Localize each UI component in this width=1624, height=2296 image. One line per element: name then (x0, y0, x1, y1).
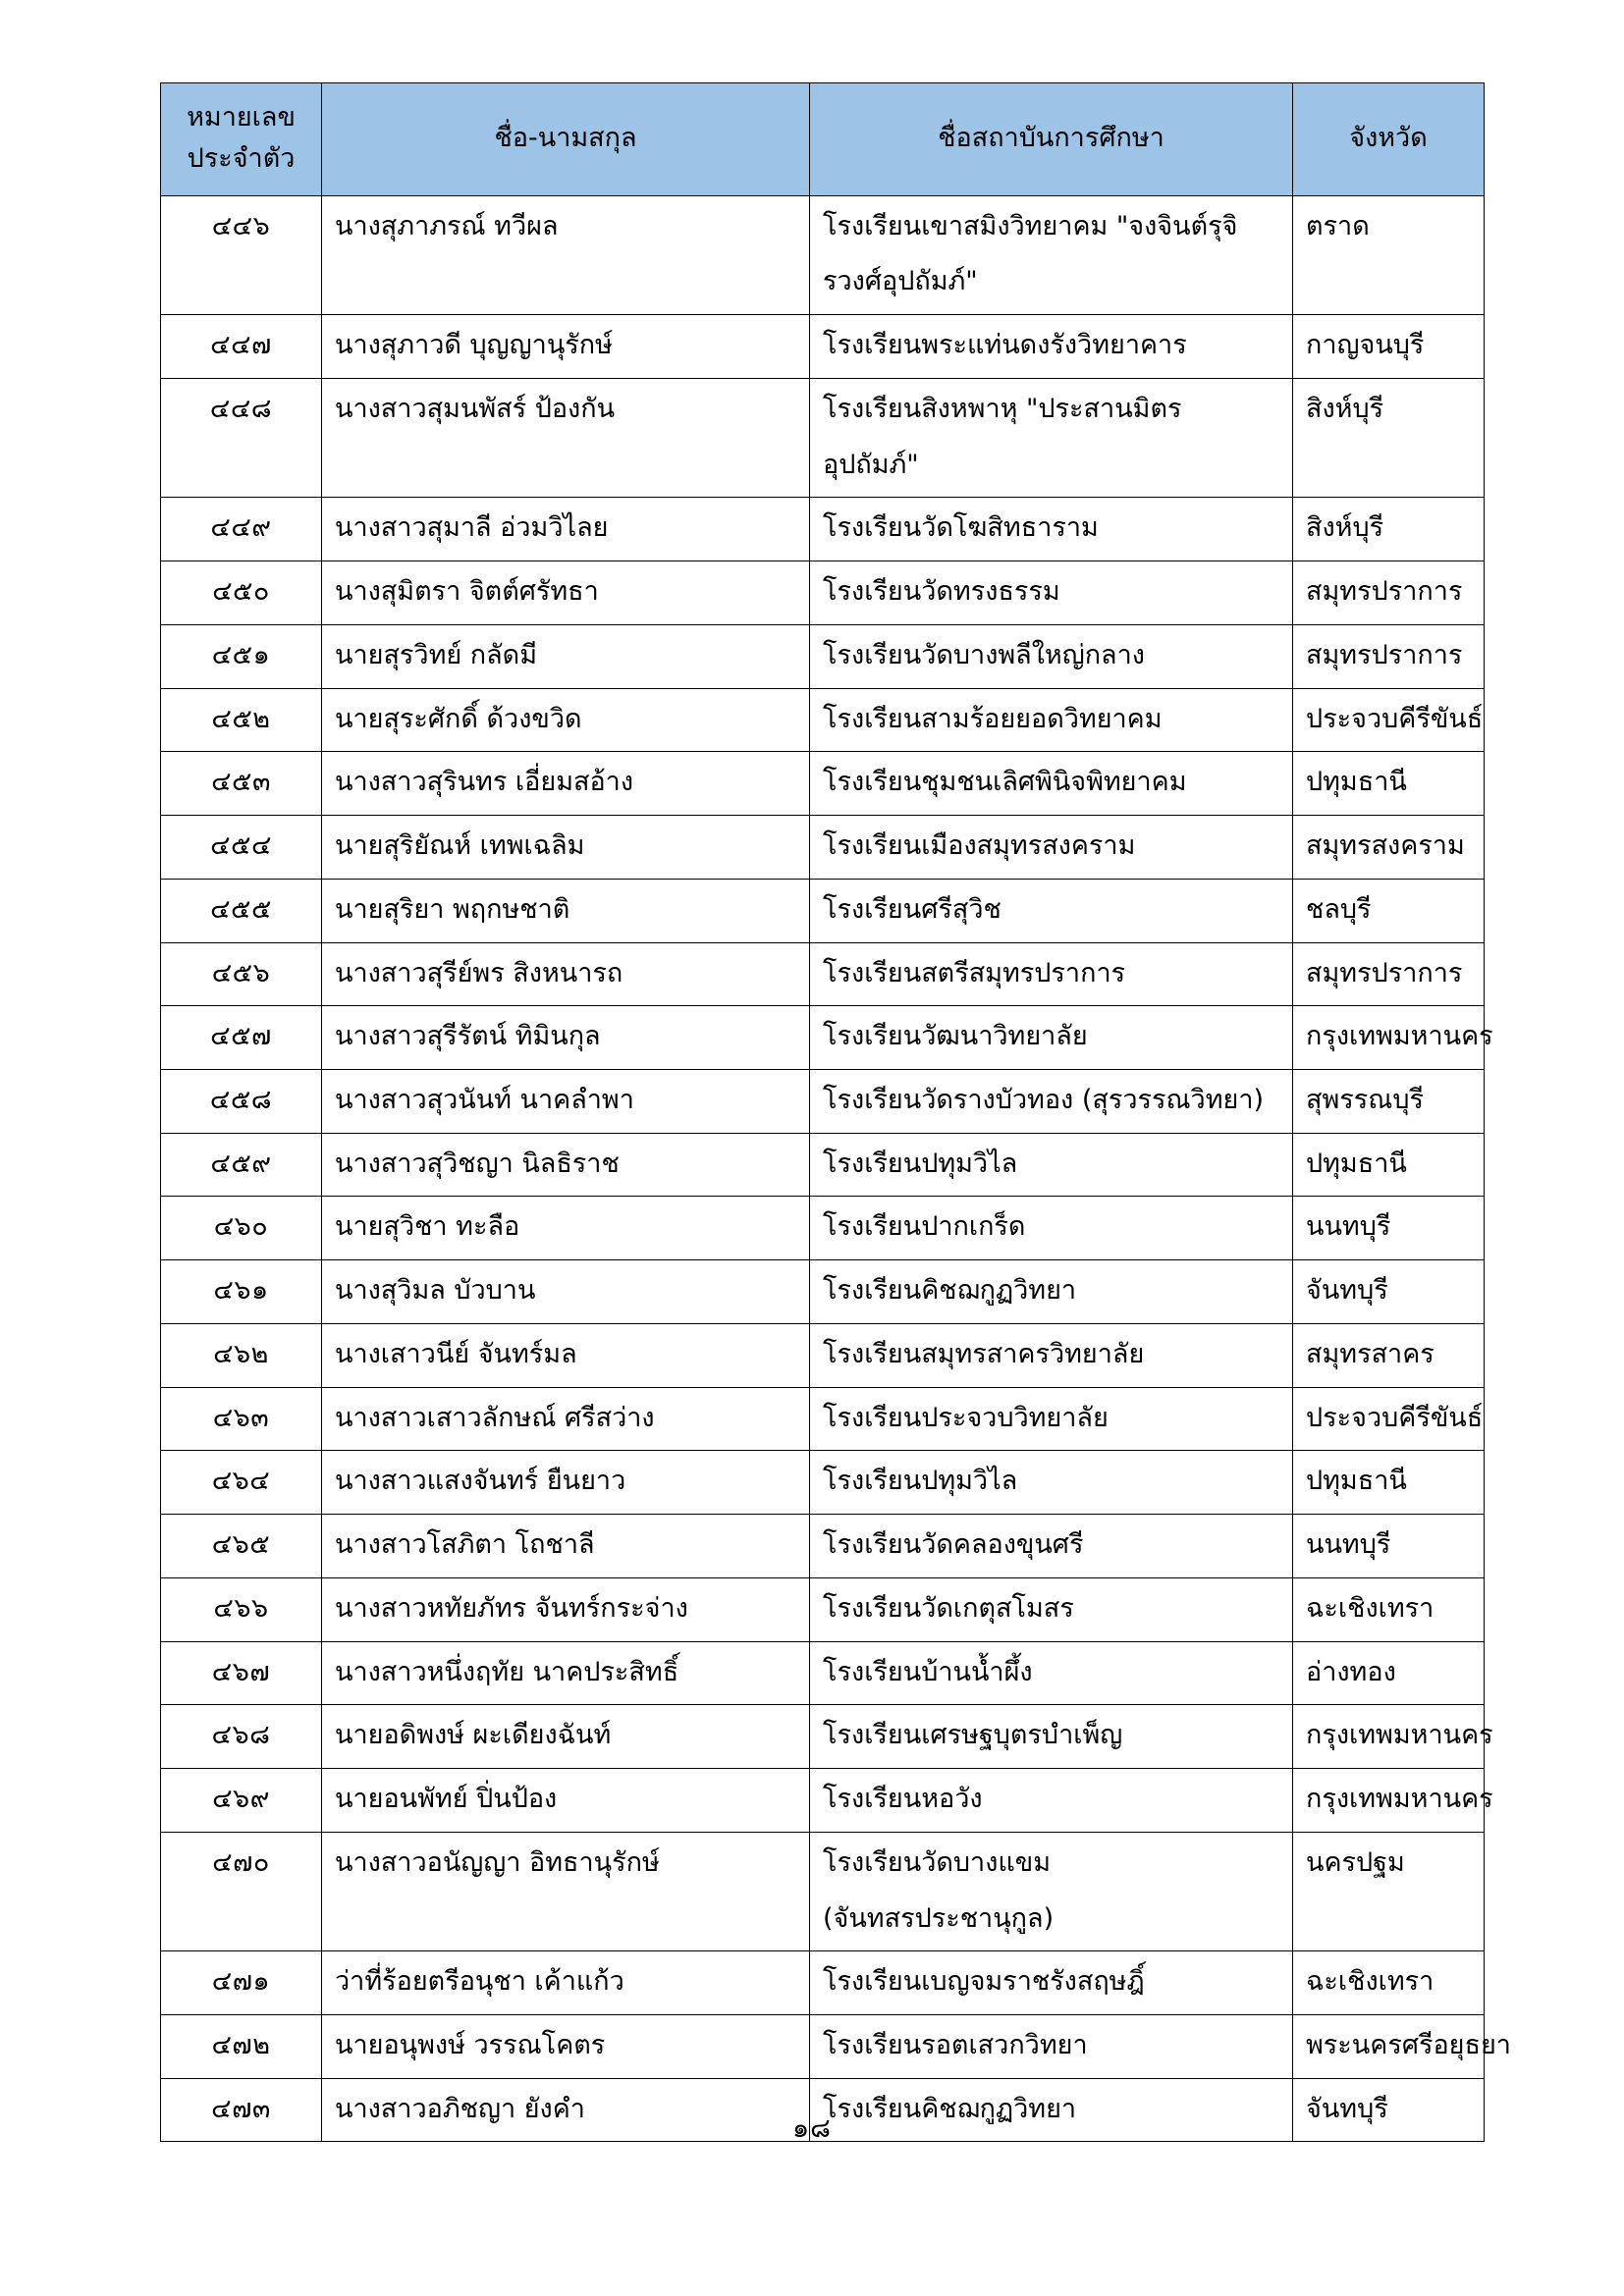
cell-institution (810, 498, 1293, 561)
table-row (161, 2014, 1485, 2078)
cell-id: ๔๕๘ (161, 1069, 322, 1133)
institution-line-1: โรงเรียนปากเกร็ด (823, 1211, 1026, 1243)
cell-institution (810, 752, 1293, 816)
cell-province: กรุงเทพมหานคร (1293, 1769, 1485, 1833)
cell-id: ๔๔๗ (161, 315, 322, 379)
roster-table (160, 82, 1511, 2142)
table-row (161, 378, 1485, 497)
cell-id: ๔๔๙ (161, 498, 322, 561)
institution-line-2: รวงศ์อุปถัมภ์" (823, 266, 978, 297)
cell-province: ประจวบคีรีขันธ์ (1293, 688, 1485, 752)
table-row (161, 1515, 1485, 1578)
cell-id: ๔๕๖ (161, 942, 322, 1006)
cell-province: สมุทรปราการ (1293, 561, 1485, 625)
cell-id: ๔๗๑ (161, 1951, 322, 2015)
table-row (161, 624, 1485, 688)
cell-id: ๔๕๕ (161, 879, 322, 942)
cell-id: ๔๖๗ (161, 1641, 322, 1705)
cell-province: ฉะเชิงเทรา (1293, 1951, 1485, 2015)
institution-line-1: โรงเรียนวัดรางบัวทอง (สุรวรรณวิทยา) (823, 1084, 1265, 1115)
cell-province: ประจวบคีรีขันธ์ (1293, 1387, 1485, 1451)
cell-province: กรุงเทพมหานคร (1293, 1705, 1485, 1769)
header-row (161, 83, 1485, 196)
cell-id: ๔๕๒ (161, 688, 322, 752)
table-row (161, 561, 1485, 625)
cell-province: พระนครศรีอยุธยา (1293, 2014, 1485, 2078)
column-header-province: จังหวัด (1293, 83, 1485, 196)
column-header-id-line2: ประจำตัว (187, 142, 296, 174)
cell-id: ๔๔๖ (161, 195, 322, 314)
cell-institution (810, 1769, 1293, 1833)
cell-institution (810, 1515, 1293, 1578)
cell-province: ปทุมธานี (1293, 752, 1485, 816)
cell-id: ๔๕๐ (161, 561, 322, 625)
cell-institution (810, 1832, 1293, 1950)
table-row (161, 1705, 1485, 1769)
institution-line-1: โรงเรียนประจวบวิทยาลัย (823, 1402, 1109, 1433)
cell-province: สมุทรสาคร (1293, 1323, 1485, 1387)
cell-institution (810, 1069, 1293, 1133)
institution-line-1: โรงเรียนเศรษฐบุตรบำเพ็ญ (823, 1720, 1123, 1751)
table-row (161, 1197, 1485, 1260)
cell-id: ๔๗๓ (161, 2078, 322, 2142)
table-row (161, 1387, 1485, 1451)
cell-province: นครปฐม (1293, 1832, 1485, 1950)
cell-id: ๔๕๙ (161, 1133, 322, 1197)
cell-name: นางสุภาภรณ์ ทวีผล (322, 195, 810, 314)
table-row (161, 1951, 1485, 2015)
cell-province: สมุทรปราการ (1293, 624, 1485, 688)
cell-name: นางสาวสุรีย์พร สิงหนารถ (322, 942, 810, 1006)
institution-line-1: โรงเรียนวัดบางแขม (823, 1846, 1052, 1878)
cell-id: ๔๔๘ (161, 378, 322, 497)
cell-name: นางเสาวนีย์ จันทร์มล (322, 1323, 810, 1387)
institution-line-1: โรงเรียนชุมชนเลิศพินิจพิทยาคม (823, 767, 1187, 798)
institution-line-1: โรงเรียนวัฒนาวิทยาลัย (823, 1021, 1088, 1052)
cell-province: สิงห์บุรี (1293, 378, 1485, 497)
cell-name: นางสาวสุวิชญา นิลธิราช (322, 1133, 810, 1197)
table-row (161, 1641, 1485, 1705)
cell-institution (810, 1641, 1293, 1705)
cell-name: นายสุริยา พฤกษชาติ (322, 879, 810, 942)
institution-line-1: โรงเรียนเบญจมราชรังสฤษฎิ์ (823, 1966, 1145, 1998)
cell-province: นนทบุรี (1293, 1197, 1485, 1260)
cell-id: ๔๕๗ (161, 1006, 322, 1070)
table-row (161, 195, 1485, 314)
table-row (161, 1006, 1485, 1070)
cell-institution (810, 1451, 1293, 1515)
cell-province: ฉะเชิงเทรา (1293, 1577, 1485, 1641)
cell-province: นนทบุรี (1293, 1515, 1485, 1578)
institution-line-1: โรงเรียนวัดโฆสิทธาราม (823, 512, 1099, 544)
institution-line-1: โรงเรียนสตรีสมุทรปราการ (823, 957, 1126, 988)
cell-institution (810, 624, 1293, 688)
column-header-id (161, 83, 322, 196)
roster-table-container (160, 82, 1511, 2142)
cell-name: นางสุวิมล บัวบาน (322, 1260, 810, 1324)
cell-name: นางสาวโสภิตา โถชาลี (322, 1515, 810, 1578)
institution-line-1: โรงเรียนปทุมวิไล (823, 1466, 1018, 1497)
cell-id: ๔๖๘ (161, 1705, 322, 1769)
cell-name: นางสาวเสาวลักษณ์ ศรีสว่าง (322, 1387, 810, 1451)
institution-line-1: โรงเรียนวัดบางพลีใหญ่กลาง (823, 639, 1145, 670)
institution-line-1: โรงเรียนวัดคลองขุนศรี (823, 1529, 1084, 1561)
institution-line-1: โรงเรียนคิชฌกูฏวิทยา (823, 2093, 1077, 2124)
cell-name: นางสาวแสงจันทร์ ยืนยาว (322, 1451, 810, 1515)
table-row (161, 1323, 1485, 1387)
table-body (161, 195, 1511, 2142)
table-row (161, 1769, 1485, 1833)
cell-id: ๔๖๖ (161, 1577, 322, 1641)
column-header-institution: ชื่อสถาบันการศึกษา (810, 83, 1293, 196)
cell-institution (810, 1006, 1293, 1070)
cell-name: นายอดิพงษ์ ผะเดียงฉันท์ (322, 1705, 810, 1769)
institution-line-1: โรงเรียนสามร้อยยอดวิทยาคม (823, 703, 1163, 734)
cell-institution (810, 195, 1293, 314)
cell-name: นางสาวอนัญญา อิทธานุรักษ์ (322, 1832, 810, 1950)
table-row (161, 1451, 1485, 1515)
institution-line-1: โรงเรียนรอตเสวกวิทยา (823, 2029, 1088, 2060)
cell-id: ๔๕๔ (161, 816, 322, 880)
cell-institution (810, 2014, 1293, 2078)
table-row (161, 752, 1485, 816)
cell-id: ๔๕๓ (161, 752, 322, 816)
institution-line-1: โรงเรียนเขาสมิงวิทยาคม "จงจินต์รุจิ (823, 210, 1238, 241)
cell-name: นายสุวิชา ทะลือ (322, 1197, 810, 1260)
cell-institution (810, 315, 1293, 379)
cell-province: ปทุมธานี (1293, 1133, 1485, 1197)
cell-id: ๔๖๒ (161, 1323, 322, 1387)
cell-province: สมุทรปราการ (1293, 942, 1485, 1006)
table-row (161, 1133, 1485, 1197)
table-row (161, 1577, 1485, 1641)
cell-name: นางสุมิตรา จิตต์ศรัทธา (322, 561, 810, 625)
cell-id: ๔๕๑ (161, 624, 322, 688)
cell-name: นางสาวสุมนพัสร์ ป้องกัน (322, 378, 810, 497)
cell-province: ตราด (1293, 195, 1485, 314)
institution-line-1: โรงเรียนพระแท่นดงรังวิทยาคาร (823, 330, 1187, 361)
cell-name: นายอนพัทย์ ปิ่นป้อง (322, 1769, 810, 1833)
cell-name: นางสุภาวดี บุญญานุรักษ์ (322, 315, 810, 379)
institution-line-1: โรงเรียนเมืองสมุทรสงคราม (823, 830, 1136, 862)
cell-province: สุพรรณบุรี (1293, 1069, 1485, 1133)
page-number: ๑๘ (792, 2113, 832, 2144)
institution-line-1: โรงเรียนปทุมวิไล (823, 1148, 1018, 1179)
institution-line-1: โรงเรียนสิงหพาหุ "ประสานมิตร (823, 393, 1182, 424)
table-row (161, 1260, 1485, 1324)
cell-id: ๔๖๑ (161, 1260, 322, 1324)
cell-name: นางสาวสุวนันท์ นาคลำพา (322, 1069, 810, 1133)
table-row (161, 315, 1485, 379)
cell-name: นายสุระศักดิ์ ด้วงขวิด (322, 688, 810, 752)
cell-id: ๔๗๐ (161, 1832, 322, 1950)
column-header-id-line1: หมายเลข (187, 102, 296, 133)
cell-institution (810, 816, 1293, 880)
cell-institution (810, 1133, 1293, 1197)
institution-line-1: โรงเรียนคิชฌกูฏวิทยา (823, 1275, 1077, 1307)
institution-line-1: โรงเรียนศรีสุวิช (823, 893, 1001, 925)
institution-line-2: (จันทสรประชานุกูล) (823, 1902, 1055, 1934)
cell-id: ๔๖๓ (161, 1387, 322, 1451)
cell-institution (810, 1260, 1293, 1324)
cell-province: จันทบุรี (1293, 2078, 1485, 2142)
cell-institution (810, 1323, 1293, 1387)
cell-institution (810, 688, 1293, 752)
table-header (161, 83, 1485, 196)
cell-province: ปทุมธานี (1293, 1451, 1485, 1515)
table-row (161, 688, 1485, 752)
cell-province: ชลบุรี (1293, 879, 1485, 942)
cell-institution (810, 1387, 1293, 1451)
table-row (161, 942, 1485, 1006)
cell-province: จันทบุรี (1293, 1260, 1485, 1324)
cell-institution (810, 942, 1293, 1006)
institution-line-1: โรงเรียนหอวัง (823, 1784, 983, 1815)
cell-institution (810, 1577, 1293, 1641)
cell-institution (810, 1197, 1293, 1260)
table-row (161, 1069, 1485, 1133)
table-row (161, 879, 1485, 942)
cell-province: อ่างทอง (1293, 1641, 1485, 1705)
cell-name: นางสาวหนึ่งฤทัย นาคประสิทธิ์ (322, 1641, 810, 1705)
institution-line-1: โรงเรียนสมุทรสาครวิทยาลัย (823, 1338, 1145, 1369)
institution-line-2: อุปถัมภ์" (823, 449, 919, 480)
cell-id: ๔๖๔ (161, 1451, 322, 1515)
cell-institution (810, 378, 1293, 497)
cell-id: ๔๖๙ (161, 1769, 322, 1833)
cell-id: ๔๗๒ (161, 2014, 322, 2078)
cell-institution (810, 561, 1293, 625)
cell-name: นายสุรวิทย์ กลัดมี (322, 624, 810, 688)
cell-province: กรุงเทพมหานคร (1293, 1006, 1485, 1070)
institution-line-1: โรงเรียนวัดทรงธรรม (823, 576, 1060, 608)
cell-name: นายอนุพงษ์ วรรณโคตร (322, 2014, 810, 2078)
cell-name: นางสาวหทัยภัทร จันทร์กระจ่าง (322, 1577, 810, 1641)
cell-institution (810, 879, 1293, 942)
cell-id: ๔๖๐ (161, 1197, 322, 1260)
cell-province: สิงห์บุรี (1293, 498, 1485, 561)
table-row (161, 498, 1485, 561)
cell-province: กาญจนบุรี (1293, 315, 1485, 379)
cell-institution (810, 1705, 1293, 1769)
cell-institution (810, 1951, 1293, 2015)
cell-name: นายสุริยัณห์ เทพเฉลิม (322, 816, 810, 880)
institution-line-1: โรงเรียนบ้านน้ำผึ้ง (823, 1656, 1033, 1687)
table-row (161, 1832, 1485, 1950)
cell-name: นางสาวสุมาลี อ่วมวิไลย (322, 498, 810, 561)
cell-province: สมุทรสงคราม (1293, 816, 1485, 880)
column-header-name: ชื่อ-นามสกุล (322, 83, 810, 196)
table-row (161, 816, 1485, 880)
institution-line-1: โรงเรียนวัดเกตุสโมสร (823, 1592, 1074, 1624)
cell-id: ๔๖๕ (161, 1515, 322, 1578)
cell-name: ว่าที่ร้อยตรีอนุชา เค้าแก้ว (322, 1951, 810, 2015)
cell-name: นางสาวอภิชญา ยังคำ (322, 2078, 810, 2142)
cell-name: นางสาวสุรินทร เอี่ยมสอ้าง (322, 752, 810, 816)
cell-name: นางสาวสุรีรัตน์ ทิมินกุล (322, 1006, 810, 1070)
